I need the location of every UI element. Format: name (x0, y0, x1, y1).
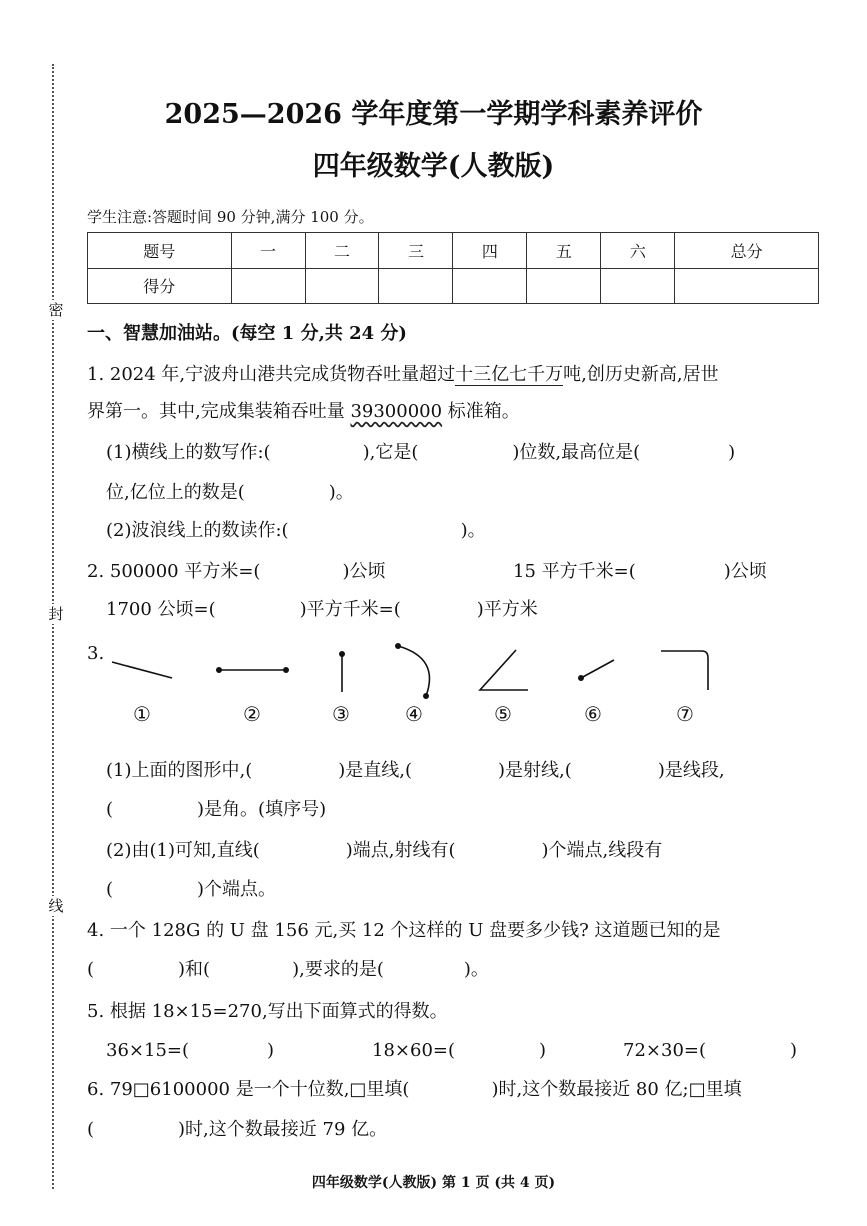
q4-text: )和( (178, 959, 211, 980)
q1-text: (1)横线上的数写作:( (106, 442, 271, 463)
figure-6-ray (578, 660, 614, 681)
q3-text: (1)上面的图形中,( (106, 760, 253, 781)
q1-text: )位数,最高位是( (512, 442, 641, 463)
q4-text: )。 (463, 959, 489, 980)
q3-sub2 (106, 839, 662, 863)
figure-5-angle (480, 650, 528, 690)
q1-text: 吨,创历史新高,居世 (563, 364, 719, 385)
exam-subtitle: 四年级数学(人教版) (312, 151, 555, 182)
q3-sub1-cont (106, 798, 326, 822)
q3-text: )是角。(填序号) (197, 799, 327, 820)
q1-text: 标准箱。 (442, 401, 520, 422)
q6-text: 6. 79□6100000 是一个十位数,□里填( (87, 1079, 410, 1100)
q5-text: ) (790, 1040, 798, 1061)
q1-underlined-number: 十三亿七千万 (455, 364, 564, 385)
score-table-score-row (88, 268, 819, 304)
q2-line1a (87, 560, 385, 584)
score-cell: 题号 (88, 233, 232, 269)
q2-text: 1700 公顷=( (106, 599, 216, 620)
q3-text: )个端点。 (197, 879, 277, 900)
q1-text: 界第一。其中,完成集装箱吞吐量 (87, 401, 351, 422)
q1-sub1-cont (106, 481, 354, 505)
score-cell: 总分 (675, 233, 819, 269)
page-footer: 四年级数学(人教版) 第 1 页 (共 4 页) (311, 1175, 556, 1191)
q5-text: 72×30=( (623, 1040, 706, 1061)
q5-calc-c (623, 1039, 797, 1063)
q3-number: 3. (87, 643, 105, 664)
q6-text: )时,这个数最接近 80 亿;□里填 (491, 1079, 742, 1100)
score-input-cell[interactable] (453, 268, 527, 304)
q6-line1 (87, 1078, 742, 1102)
binding-char-xian: 线 (46, 896, 66, 916)
q1-line2 (87, 400, 520, 424)
q3-text: ( (106, 879, 114, 900)
q1-text: 位,亿位上的数是( (106, 482, 245, 503)
q4-line1: 4. 一个 128G 的 U 盘 156 元,买 12 个这样的 U 盘要多少钱? 这道题已知的是 (87, 920, 721, 941)
q5-calc-a (106, 1039, 274, 1063)
q2-text: )公顷 (342, 561, 386, 582)
score-cell: 五 (527, 233, 601, 269)
score-cell: 四 (453, 233, 527, 269)
q5-line1: 5. 根据 18×15=270,写出下面算式的得数。 (87, 1001, 448, 1022)
q1-sub2 (106, 519, 486, 543)
figure-label: ③ (332, 702, 350, 726)
exam-title: 2025—2026 学年度第一学期学科素养评价 (164, 99, 703, 130)
q2-text: 2. 500000 平方米=( (87, 561, 261, 582)
figure-label: ⑥ (584, 702, 602, 726)
q5-text: ) (267, 1040, 275, 1061)
q4-line2 (87, 958, 489, 982)
q1-text: )。 (328, 482, 354, 503)
q1-text: )。 (460, 520, 486, 541)
q3-text: (2)由(1)可知,直线( (106, 840, 260, 861)
q3-sub1 (106, 759, 725, 783)
q2-text: )平方米 (476, 599, 538, 620)
score-input-cell[interactable] (379, 268, 453, 304)
q6-line2 (87, 1118, 387, 1142)
section-heading: 一、智慧加油站。(每空 1 分,共 24 分) (87, 323, 407, 344)
q4-text: ( (87, 959, 95, 980)
figure-2-segment (216, 667, 289, 673)
figure-label: ② (243, 702, 261, 726)
score-cell: 六 (601, 233, 675, 269)
q1-line1 (87, 363, 719, 387)
q1-wavy-number: 39300000 (350, 401, 443, 422)
score-input-cell[interactable] (601, 268, 675, 304)
q3-text: )是直线,( (338, 760, 413, 781)
score-cell: 三 (379, 233, 453, 269)
q3-text: ( (106, 799, 114, 820)
figure-label: ① (133, 702, 151, 726)
q5-text: 36×15=( (106, 1040, 189, 1061)
score-input-cell[interactable] (675, 268, 819, 304)
q4-text: ),要求的是( (292, 959, 384, 980)
q6-text: )时,这个数最接近 79 亿。 (178, 1119, 388, 1140)
figure-label: ⑦ (676, 702, 694, 726)
score-table-header-row (88, 233, 819, 269)
q3-sub2-cont (106, 878, 276, 902)
q6-text: ( (87, 1119, 95, 1140)
binding-char-mi: 密 (46, 300, 66, 320)
q2-text: )公顷 (723, 561, 767, 582)
exam-notice: 学生注意:答题时间 90 分钟,满分 100 分。 (87, 208, 374, 226)
score-input-cell[interactable] (231, 268, 305, 304)
q1-text: ) (728, 442, 736, 463)
score-input-cell[interactable] (305, 268, 379, 304)
figure-1-line (112, 662, 172, 678)
q1-text: 1. 2024 年,宁波舟山港共完成货物吞吐量超过 (87, 364, 456, 385)
q1-text: ),它是( (362, 442, 419, 463)
score-cell: 二 (305, 233, 379, 269)
geometry-figures (100, 640, 740, 704)
score-input-cell[interactable] (527, 268, 601, 304)
figure-label: ⑤ (494, 702, 512, 726)
q3-text: )是射线,( (498, 760, 572, 781)
figure-4-curve (395, 643, 430, 699)
q2-text: 15 平方千米=( (513, 561, 636, 582)
q5-text: ) (539, 1040, 547, 1061)
figure-label: ④ (405, 702, 423, 726)
figure-7-bent-line (661, 651, 708, 690)
q3-text: )端点,射线有( (345, 840, 456, 861)
q3-text: )是线段, (657, 760, 725, 781)
q5-text: 18×60=( (372, 1040, 455, 1061)
q3-text: )个端点,线段有 (541, 840, 663, 861)
q2-text: )平方千米=( (299, 599, 401, 620)
score-cell: 一 (231, 233, 305, 269)
score-cell: 得分 (88, 268, 232, 304)
score-table (87, 232, 819, 304)
binding-char-feng: 封 (46, 604, 66, 624)
binding-dotted-line (52, 64, 54, 1189)
q1-sub1 (106, 441, 735, 465)
q1-text: (2)波浪线上的数读作:( (106, 520, 289, 541)
q2-line1b (513, 560, 767, 584)
q5-calc-b (372, 1039, 546, 1063)
figure-3-ray (339, 651, 345, 692)
q2-line2 (106, 598, 538, 622)
